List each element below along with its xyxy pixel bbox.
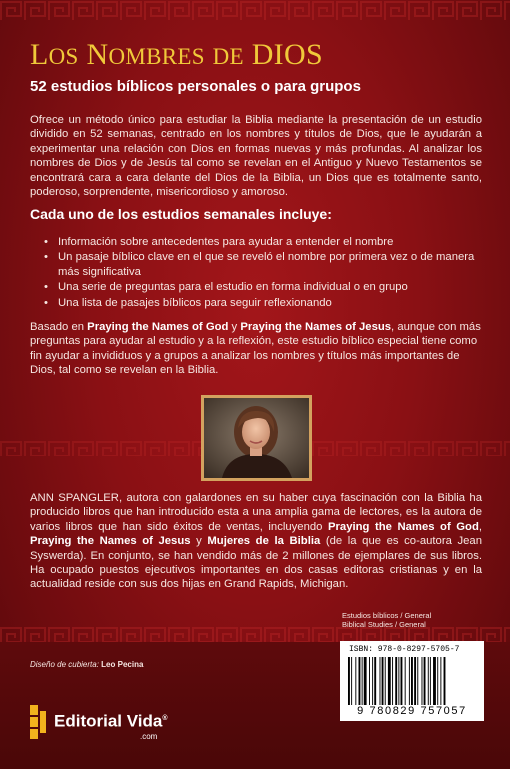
- author-photo: [204, 398, 309, 478]
- book-reference: Praying the Names of God: [327, 520, 479, 533]
- book-reference: Praying the Names of Jesus: [240, 321, 392, 333]
- book-reference: Praying the Names of Jesus: [30, 535, 191, 548]
- publisher-mark-icon: [30, 705, 46, 739]
- isbn-text: ISBN: 978-0-8297-5705-7: [349, 645, 460, 654]
- based-on-paragraph: Basado en Praying the Names of God y Praying the Names of Jesus, aunque con más preguntas para ayudar al estudio y a la reflexión, este estudio bíblico especial tiene como fin ayudar a invididuos y a grupos a analizar los nombres y títulos más importantes de Dios, tal como se revelan en la Biblia.: [30, 321, 481, 377]
- cover-designer-credit: Diseño de cubierta: Leo Pecina: [30, 660, 144, 669]
- bullet-icon: •: [44, 281, 48, 294]
- features-heading: Cada uno de los estudios semanales incluye:: [30, 206, 332, 222]
- author-name: ANN SPANGLER: [30, 492, 119, 504]
- list-item: • Una serie de preguntas para el estudio en forma individual o en grupo: [44, 281, 408, 294]
- barcode-icon: [346, 657, 478, 705]
- barcode-label: [340, 641, 484, 721]
- list-item: • Un pasaje bíblico clave en el que se reveló el nombre por primera vez o de manera más significativa: [44, 251, 475, 278]
- greek-key-border-top: [0, 0, 510, 22]
- features-list: [44, 235, 480, 311]
- bullet-icon: •: [44, 251, 48, 264]
- bullet-icon: •: [44, 236, 48, 248]
- author-photo-frame: [201, 395, 312, 481]
- book-title: LOS NOMBRES DE DIOS: [30, 38, 323, 71]
- publisher-logo: [30, 705, 200, 747]
- list-item: • Información sobre antecedentes para ayudar a entender el nombre: [44, 236, 394, 248]
- author-bio-paragraph: ANN SPANGLER, autora con galardones en su haber cuya fascinación con la Biblia ha producido libros que han introducido esta a una amplia gama de lectores, es la autora de varios libros que han sido éxitos de ventas, incluyendo Praying the Names of God, Praying the Names of Jesus y Mujeres de la Biblia (de la que es co-autora Jean Syswerda). En conjunto, se han vendido más de 2 millones de ejemplares de sus libros. Ha ocupado puestos ejecutivos importantes en dos casas editoras cristianas y en la actualidad reside con sus dos hijas en Grand Rapids, Michigan.: [30, 492, 483, 591]
- publisher-name: Editorial Vida®: [54, 711, 168, 731]
- list-item: • Una lista de pasajes bíblicos para seguir reflexionando: [44, 296, 332, 309]
- book-subtitle: 52 estudios bíblicos personales o para grupos: [30, 78, 361, 95]
- book-reference: Praying the Names of God: [87, 321, 229, 333]
- category-label: Estudios bíblicos / General Biblical Studies / General: [342, 611, 432, 629]
- intro-paragraph: Ofrece un método único para estudiar la Biblia mediante la presentación de un estudio dividido en 52 semanas, centrado en los nombres y títulos de Dios, que le ayudarán a experimentar una relación con Dios en formas nuevas y más profundas. Al analizar los nombres de Dios y de Jesús tal como se revelan en el Antiguo y Nuevo Testamentos se encontrará cara a cara delante del Dios de la Biblia, un Dios que es totalmente santo, poderoso, sorprendente, misericordioso y amoroso.: [30, 114, 482, 199]
- barcode-digits: 9 780829 757057: [357, 705, 467, 717]
- publisher-url: .com: [140, 732, 158, 741]
- book-reference: Mujeres de la Biblia: [207, 535, 321, 548]
- bullet-icon: •: [44, 296, 48, 309]
